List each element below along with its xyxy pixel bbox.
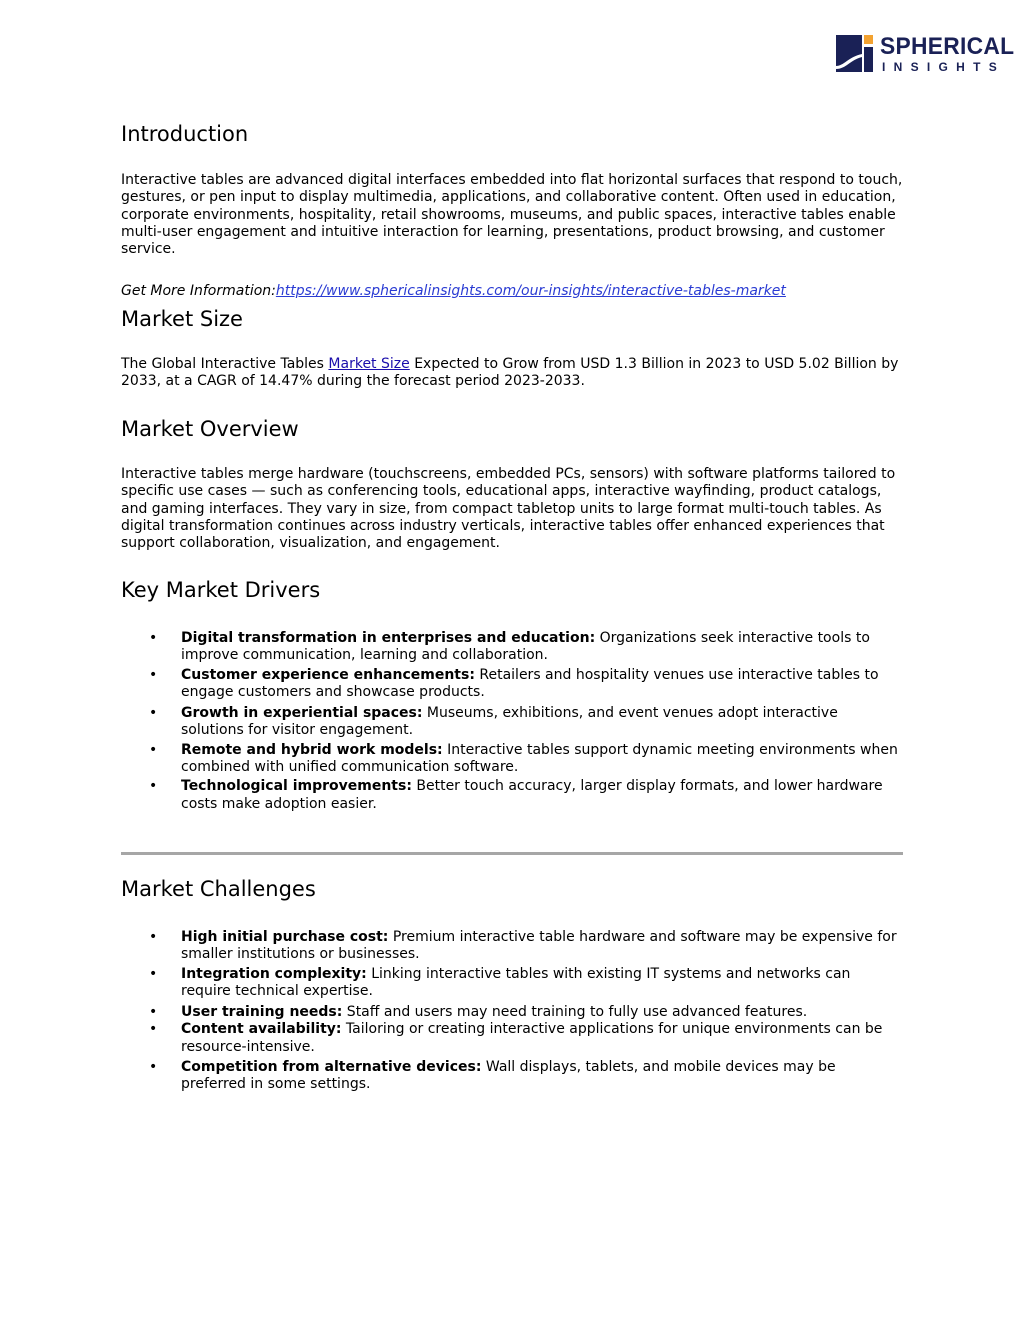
list-item [121,966,903,1001]
market-size-heading: Market Size [121,307,243,331]
list-item-title: User training needs: [181,1004,343,1021]
market-size-paragraph [121,356,903,391]
list-item [121,929,903,964]
list-item-title: Growth in experiential spaces: [181,705,423,722]
list-item [121,1021,903,1056]
list-item-text: Tailoring or creating interactive applications for unique environments can be resource-intensive. [181,1021,883,1055]
logo-subtitle: INSIGHTS [882,60,1006,74]
market-challenges-heading: Market Challenges [121,877,316,901]
list-item-title: Content availability: [181,1021,342,1038]
introduction-heading: Introduction [121,122,249,146]
market-challenges-list [121,929,903,1094]
bullet-icon: • [149,630,158,646]
bullet-icon: • [149,1021,158,1038]
list-item-title: High initial purchase cost: [181,929,389,945]
bullet-icon: • [149,965,158,982]
list-item-text: Wall displays, tablets, and mobile devices may be preferred in some settings. [181,1059,836,1093]
more-information-label: Get More Information: [121,283,276,299]
list-item [121,1059,903,1094]
list-item-title: Integration complexity: [181,965,367,982]
list-item-text: Better touch accuracy, larger display formats, and lower hardware costs make adoption easier. [181,778,883,812]
key-drivers-list [121,630,903,813]
list-item-text: Staff and users may need training to fully use advanced features. [342,1004,808,1021]
market-overview-paragraph: Interactive tables merge hardware (touchscreens, embedded PCs, sensors) with software platforms tailored to specific use cases — such as conferencing tools, educational apps, interactive wayfinding, product catalogs, and gaming interfaces. They vary in size, from compact tabletop units to large format multi-touch tables. As digital transformation continues across industry verticals, interactive tables offer enhanced experiences that support collaboration, visualization, and engagement. [121,466,896,552]
spherical-insights-logo [836,35,1016,75]
bullet-icon: • [149,1059,158,1076]
bullet-icon: • [149,705,158,722]
logo-wordmark: SPHERICAL [880,33,1015,60]
list-item-title: Remote and hybrid work models: [181,741,443,758]
list-item-title: Customer experience enhancements: [181,666,475,683]
list-item-title: Competition from alternative devices: [181,1059,482,1076]
bullet-icon: • [149,666,158,683]
list-item-title: Technological improvements: [181,778,412,795]
list-item-text: Organizations seek interactive tools to improve communication, learning and collaboration. [181,630,870,664]
list-item [121,778,903,813]
list-item [121,1004,903,1021]
market-size-link[interactable]: Market Size [328,356,410,372]
market-overview-heading: Market Overview [121,417,299,441]
more-information-link[interactable]: https://www.sphericalinsights.com/our-insights/interactive-tables-market [275,283,786,299]
bullet-icon: • [149,929,158,945]
list-item-text: Linking interactive tables with existing IT systems and networks can require technical expertise. [181,965,851,999]
more-information-line [121,283,903,300]
key-drivers-heading: Key Market Drivers [121,578,321,602]
list-item [121,705,903,740]
market-size-text-after: Expected to Grow from USD 1.3 Billion in 2023 to USD 5.02 Billion by 2033, at a CAGR of 14.47% during the forecast period 2023-2033. [121,356,899,390]
list-item-text: Retailers and hospitality venues use interactive tables to engage customers and showcase products. [181,666,879,700]
bullet-icon: • [149,1004,158,1021]
list-item-text: Interactive tables support dynamic meeting environments when combined with unified communication software. [181,741,898,776]
list-item-text: Premium interactive table hardware and software may be expensive for smaller institutions or businesses. [181,929,897,963]
introduction-paragraph: Interactive tables are advanced digital interfaces embedded into flat horizontal surfaces that respond to touch, gestures, or pen input to display multimedia, applications, and collaborative content. Often used in education, corporate environments, hospitality, retail showrooms, museums, and public spaces, interactive tables enable multi-user engagement and intuitive interaction for learning, presentations, product browsing, and customer service. [121,172,903,258]
list-item-title: Digital transformation in enterprises and education: [181,630,596,646]
logo-mark-icon [836,35,873,72]
market-size-text-before: The Global Interactive Tables [121,356,329,372]
list-item [121,742,903,777]
section-divider [121,852,903,855]
bullet-icon: • [149,741,158,758]
bullet-icon: • [149,778,158,795]
list-item-text: Museums, exhibitions, and event venues adopt interactive solutions for visitor engagement. [181,705,838,739]
list-item [121,630,903,665]
list-item [121,667,903,702]
